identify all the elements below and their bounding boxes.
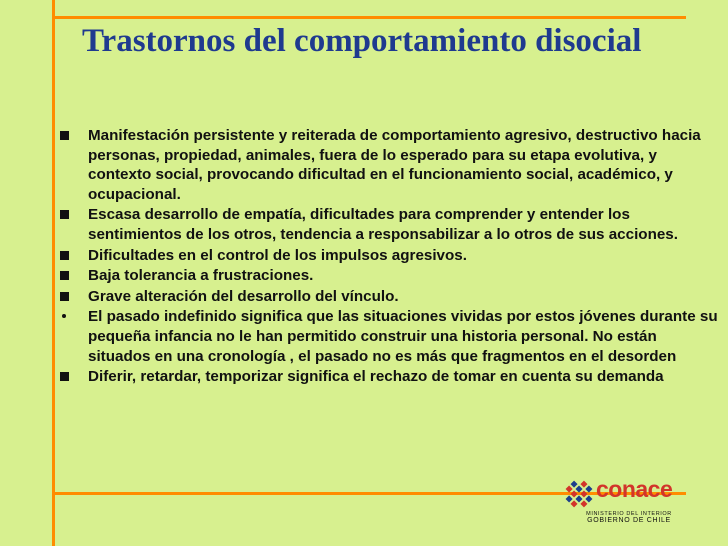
bullet-item bbox=[58, 126, 718, 204]
bullet-text: El pasado indefinido significa que las situaciones vividas por estos jóvenes durante su pequeña infancia no le han permitido construir una historia personal. No están situados en una cronología , el pasado no es más que fragmentos en el desorden bbox=[88, 308, 718, 365]
bullet-text: Baja tolerancia a frustraciones. bbox=[88, 267, 314, 285]
square-bullet-icon bbox=[60, 372, 69, 381]
square-bullet-icon bbox=[60, 251, 69, 260]
slide-title: Trastornos del comportamiento disocial bbox=[82, 23, 642, 59]
square-bullet-icon bbox=[60, 271, 69, 280]
conace-emblem-icon bbox=[565, 480, 593, 508]
top-rule bbox=[52, 16, 686, 19]
square-bullet-icon bbox=[60, 131, 69, 140]
logo-government: GOBIERNO DE CHILE bbox=[587, 517, 671, 524]
dot-bullet-icon bbox=[62, 314, 66, 318]
bullet-text: Dificultades en el control de los impulsos agresivos. bbox=[88, 246, 467, 264]
square-bullet-icon bbox=[60, 210, 69, 219]
bullet-item bbox=[58, 367, 718, 387]
bullet-text: Escasa desarrollo de empatía, dificultades para comprender y entender los sentimientos de los otros, tendencia a responsabilizar a lo otros de sus acciones. bbox=[88, 206, 678, 243]
bullet-text: Grave alteración del desarrollo del vínculo. bbox=[88, 287, 399, 305]
bullet-list bbox=[58, 126, 718, 388]
bullet-item bbox=[58, 287, 718, 307]
bullet-text: Diferir, retardar, temporizar significa el rechazo de tomar en cuenta su demanda bbox=[88, 368, 664, 386]
bullet-text: Manifestación persistente y reiterada de comportamiento agresivo, destructivo hacia personas, propiedad, animales, fuera de lo esperado para su etapa evolutiva, y contexto social, provocando dificultad en el funcionamiento social, académico, y ocupacional. bbox=[88, 127, 701, 203]
bullet-item bbox=[58, 246, 718, 266]
left-rule bbox=[52, 0, 55, 546]
conace-logo bbox=[565, 478, 693, 524]
bullet-item bbox=[58, 307, 718, 366]
bullet-item bbox=[58, 266, 718, 286]
square-bullet-icon bbox=[60, 292, 69, 301]
bullet-item bbox=[58, 205, 718, 244]
logo-wordmark: conace bbox=[596, 476, 673, 502]
logo-ministry: MINISTERIO DEL INTERIOR bbox=[586, 511, 672, 517]
